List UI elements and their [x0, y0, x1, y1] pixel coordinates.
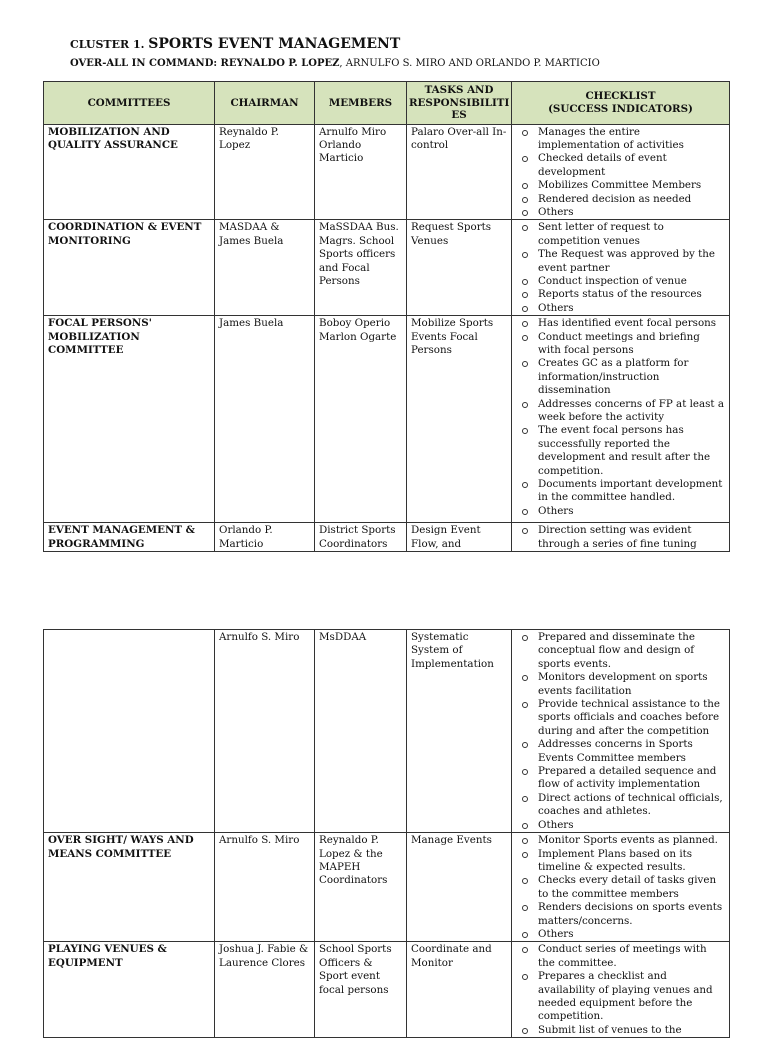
- table-row: [44, 124, 730, 220]
- checklist: [516, 317, 725, 518]
- members-cell: MaSSDAA Bus. Magrs. School Sports officers and Focal Persons: [315, 220, 407, 316]
- checklist: [516, 221, 725, 315]
- checklist-item: Others: [516, 928, 725, 941]
- checklist-item: Addresses concerns in Sports Events Committee members: [516, 738, 725, 765]
- committee-cell: FOCAL PERSONS' MOBILIZATION COMMITTEE: [44, 316, 215, 523]
- checklist-item: Provide technical assistance to the sports officials and coaches before during and after the competition: [516, 698, 725, 738]
- checklist-item: Others: [516, 302, 725, 315]
- checklist-item: Rendered decision as needed: [516, 193, 725, 206]
- header-tasks: TASKS AND RESPONSIBILITI ES: [407, 82, 512, 125]
- checklist: [516, 834, 725, 941]
- checklist-item: Conduct meetings and briefing with focal persons: [516, 331, 725, 358]
- table-row: [44, 316, 730, 523]
- table-row: [44, 220, 730, 316]
- tasks-cell: Systematic System of Implementation: [407, 630, 512, 833]
- header-checklist-subtitle: (SUCCESS INDICATORS): [548, 102, 693, 115]
- checklist-item: Conduct series of meetings with the committee.: [516, 943, 725, 970]
- checklist-item: Conduct inspection of venue: [516, 275, 725, 288]
- checklist-item: Reports status of the resources: [516, 288, 725, 301]
- checklist: [516, 126, 725, 220]
- checklist-cell: [512, 316, 730, 523]
- chairman-cell: James Buela: [215, 316, 315, 523]
- chairman-cell: Arnulfo S. Miro: [215, 833, 315, 942]
- committee-cell: MOBILIZATION AND QUALITY ASSURANCE: [44, 124, 215, 220]
- checklist-cell: [512, 124, 730, 220]
- checklist-item: Monitor Sports events as planned.: [516, 834, 725, 847]
- members-cell: School Sports Officers & Sport event focal persons: [315, 942, 407, 1038]
- chairman-cell: Arnulfo S. Miro: [215, 630, 315, 833]
- checklist-cell: [512, 523, 730, 552]
- tasks-cell: Request Sports Venues: [407, 220, 512, 316]
- committee-cell: EVENT MANAGEMENT & PROGRAMMING: [44, 523, 215, 552]
- chairman-cell: MASDAA & James Buela: [215, 220, 315, 316]
- committee-cell: COORDINATION & EVENT MONITORING: [44, 220, 215, 316]
- cluster-title: SPORTS EVENT MANAGEMENT: [148, 36, 401, 52]
- committee-cell: [44, 630, 215, 833]
- members-cell: MsDDAA: [315, 630, 407, 833]
- table-row: [44, 523, 730, 552]
- tasks-cell: Palaro Over-all In-control: [407, 124, 512, 220]
- checklist-item: Submit list of venues to the: [516, 1024, 725, 1037]
- members-cell: District Sports Coordinators: [315, 523, 407, 552]
- tasks-cell: Mobilize Sports Events Focal Persons: [407, 316, 512, 523]
- checklist-item: Others: [516, 505, 725, 518]
- checklist-item: Direction setting was evident through a series of fine tuning: [516, 524, 725, 551]
- members-cell: Reynaldo P. Lopez & the MAPEH Coordinators: [315, 833, 407, 942]
- members-cell: Arnulfo Miro Orlando Marticio: [315, 124, 407, 220]
- checklist-item: Prepares a checklist and availability of playing venues and needed equipment before the competition.: [516, 970, 725, 1024]
- document-heading: [70, 36, 400, 52]
- chairman-cell: Reynaldo P. Lopez: [215, 124, 315, 220]
- cluster-prefix: CLUSTER 1.: [70, 38, 145, 51]
- checklist: [516, 631, 725, 832]
- overall-command-line: [70, 58, 600, 69]
- checklist-item: Documents important development in the committee handled.: [516, 478, 725, 505]
- checklist-item: Others: [516, 819, 725, 832]
- committee-cell: OVER SIGHT/ WAYS AND MEANS COMMITTEE: [44, 833, 215, 942]
- table-row: [44, 630, 730, 833]
- checklist-item: Addresses concerns of FP at least a week before the activity: [516, 398, 725, 425]
- header-checklist: [512, 82, 730, 125]
- checklist-item: Checked details of event development: [516, 152, 725, 179]
- table-row: [44, 833, 730, 942]
- checklist: [516, 943, 725, 1037]
- checklist-item: Sent letter of request to competition venues: [516, 221, 725, 248]
- tasks-cell: Manage Events: [407, 833, 512, 942]
- checklist: [516, 524, 725, 551]
- table-header-row: [44, 82, 730, 125]
- checklist-item: The event focal persons has successfully reported the development and result after the competition.: [516, 424, 725, 478]
- committee-table-page-1: [43, 81, 730, 552]
- committee-table-page-2: [43, 629, 730, 1038]
- checklist-item: Prepared and disseminate the conceptual flow and design of sports events.: [516, 631, 725, 671]
- checklist-item: The Request was approved by the event partner: [516, 248, 725, 275]
- committee-cell: PLAYING VENUES & EQUIPMENT: [44, 942, 215, 1038]
- command-rest: , ARNULFO S. MIRO AND ORLANDO P. MARTICIO: [339, 58, 600, 69]
- tasks-cell: Design Event Flow, and: [407, 523, 512, 552]
- chairman-cell: Orlando P. Marticio: [215, 523, 315, 552]
- header-chairman: CHAIRMAN: [215, 82, 315, 125]
- checklist-item: Creates GC as a platform for information/instruction dissemination: [516, 357, 725, 397]
- checklist-item: Monitors development on sports events facilitation: [516, 671, 725, 698]
- header-committees: COMMITTEES: [44, 82, 215, 125]
- checklist-cell: [512, 220, 730, 316]
- checklist-cell: [512, 630, 730, 833]
- checklist-item: Implement Plans based on its timeline & expected results.: [516, 848, 725, 875]
- chairman-cell: Joshua J. Fabie & Laurence Clores: [215, 942, 315, 1038]
- header-checklist-title: CHECKLIST: [585, 90, 656, 103]
- members-cell: Boboy Operio Marlon Ogarte: [315, 316, 407, 523]
- command-label: OVER-ALL IN COMMAND: REYNALDO P. LOPEZ: [70, 58, 340, 69]
- header-members: MEMBERS: [315, 82, 407, 125]
- table-row: [44, 942, 730, 1038]
- checklist-item: Has identified event focal persons: [516, 317, 725, 330]
- checklist-item: Mobilizes Committee Members: [516, 179, 725, 192]
- tasks-cell: Coordinate and Monitor: [407, 942, 512, 1038]
- checklist-item: Checks every detail of tasks given to the committee members: [516, 874, 725, 901]
- checklist-cell: [512, 833, 730, 942]
- checklist-item: Renders decisions on sports events matters/concerns.: [516, 901, 725, 928]
- checklist-item: Prepared a detailed sequence and flow of activity implementation: [516, 765, 725, 792]
- checklist-item: Direct actions of technical officials, coaches and athletes.: [516, 792, 725, 819]
- checklist-item: Others: [516, 206, 725, 219]
- checklist-cell: [512, 942, 730, 1038]
- checklist-item: Manages the entire implementation of activities: [516, 126, 725, 153]
